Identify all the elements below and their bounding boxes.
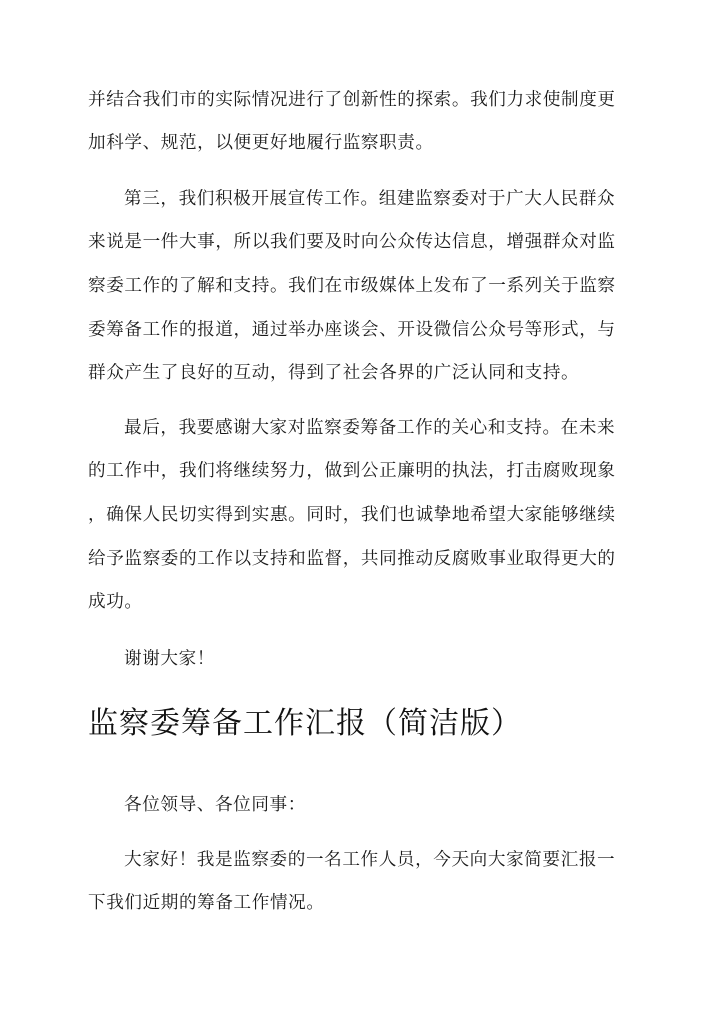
paragraph-2-line-1: 第三，我们积极开展宣传工作。组建监察委对于广大人民群众 bbox=[124, 189, 616, 209]
paragraph-1-line-1: 并结合我们市的实际情况进行了创新性的探索。我们力求使制度更 bbox=[88, 90, 616, 110]
paragraph-2-line-5: 群众产生了良好的互动，得到了社会各界的广泛认同和支持。 bbox=[88, 363, 580, 383]
paragraph-3-line-4: 给予监察委的工作以支持和监督，共同推动反腐败事业取得更大的 bbox=[88, 549, 616, 569]
paragraph-2-line-4: 委筹备工作的报道，通过举办座谈会、开设微信公众号等形式，与 bbox=[88, 320, 616, 340]
paragraph-4-line-2: 下我们近期的筹备工作情况。 bbox=[88, 893, 325, 913]
paragraph-2-line-2: 来说是一件大事，所以我们要及时向公众传达信息，增强群众对监 bbox=[88, 232, 616, 252]
paragraph-4-line-1: 大家好！我是监察委的一名工作人员，今天向大家简要汇报一 bbox=[124, 850, 616, 870]
paragraph-3-line-2: 的工作中，我们将继续努力，做到公正廉明的执法，打击腐败现象 bbox=[88, 461, 616, 481]
section-title: 监察委筹备工作汇报（简洁版） bbox=[88, 706, 522, 741]
paragraph-2-line-3: 察委工作的了解和支持。我们在市级媒体上发布了一系列关于监察 bbox=[88, 276, 616, 296]
paragraph-3-line-3: ，确保人民切实得到实惠。同时，我们也诚挚地希望大家能够继续 bbox=[88, 505, 616, 525]
closing-thanks: 谢谢大家！ bbox=[124, 649, 215, 669]
paragraph-3-line-1: 最后，我要感谢大家对监察委筹备工作的关心和支持。在未来 bbox=[124, 418, 616, 438]
paragraph-1-line-2: 加科学、规范，以便更好地履行监察职责。 bbox=[88, 133, 434, 153]
salutation: 各位领导、各位同事： bbox=[124, 795, 306, 815]
paragraph-3-line-5: 成功。 bbox=[88, 592, 143, 612]
